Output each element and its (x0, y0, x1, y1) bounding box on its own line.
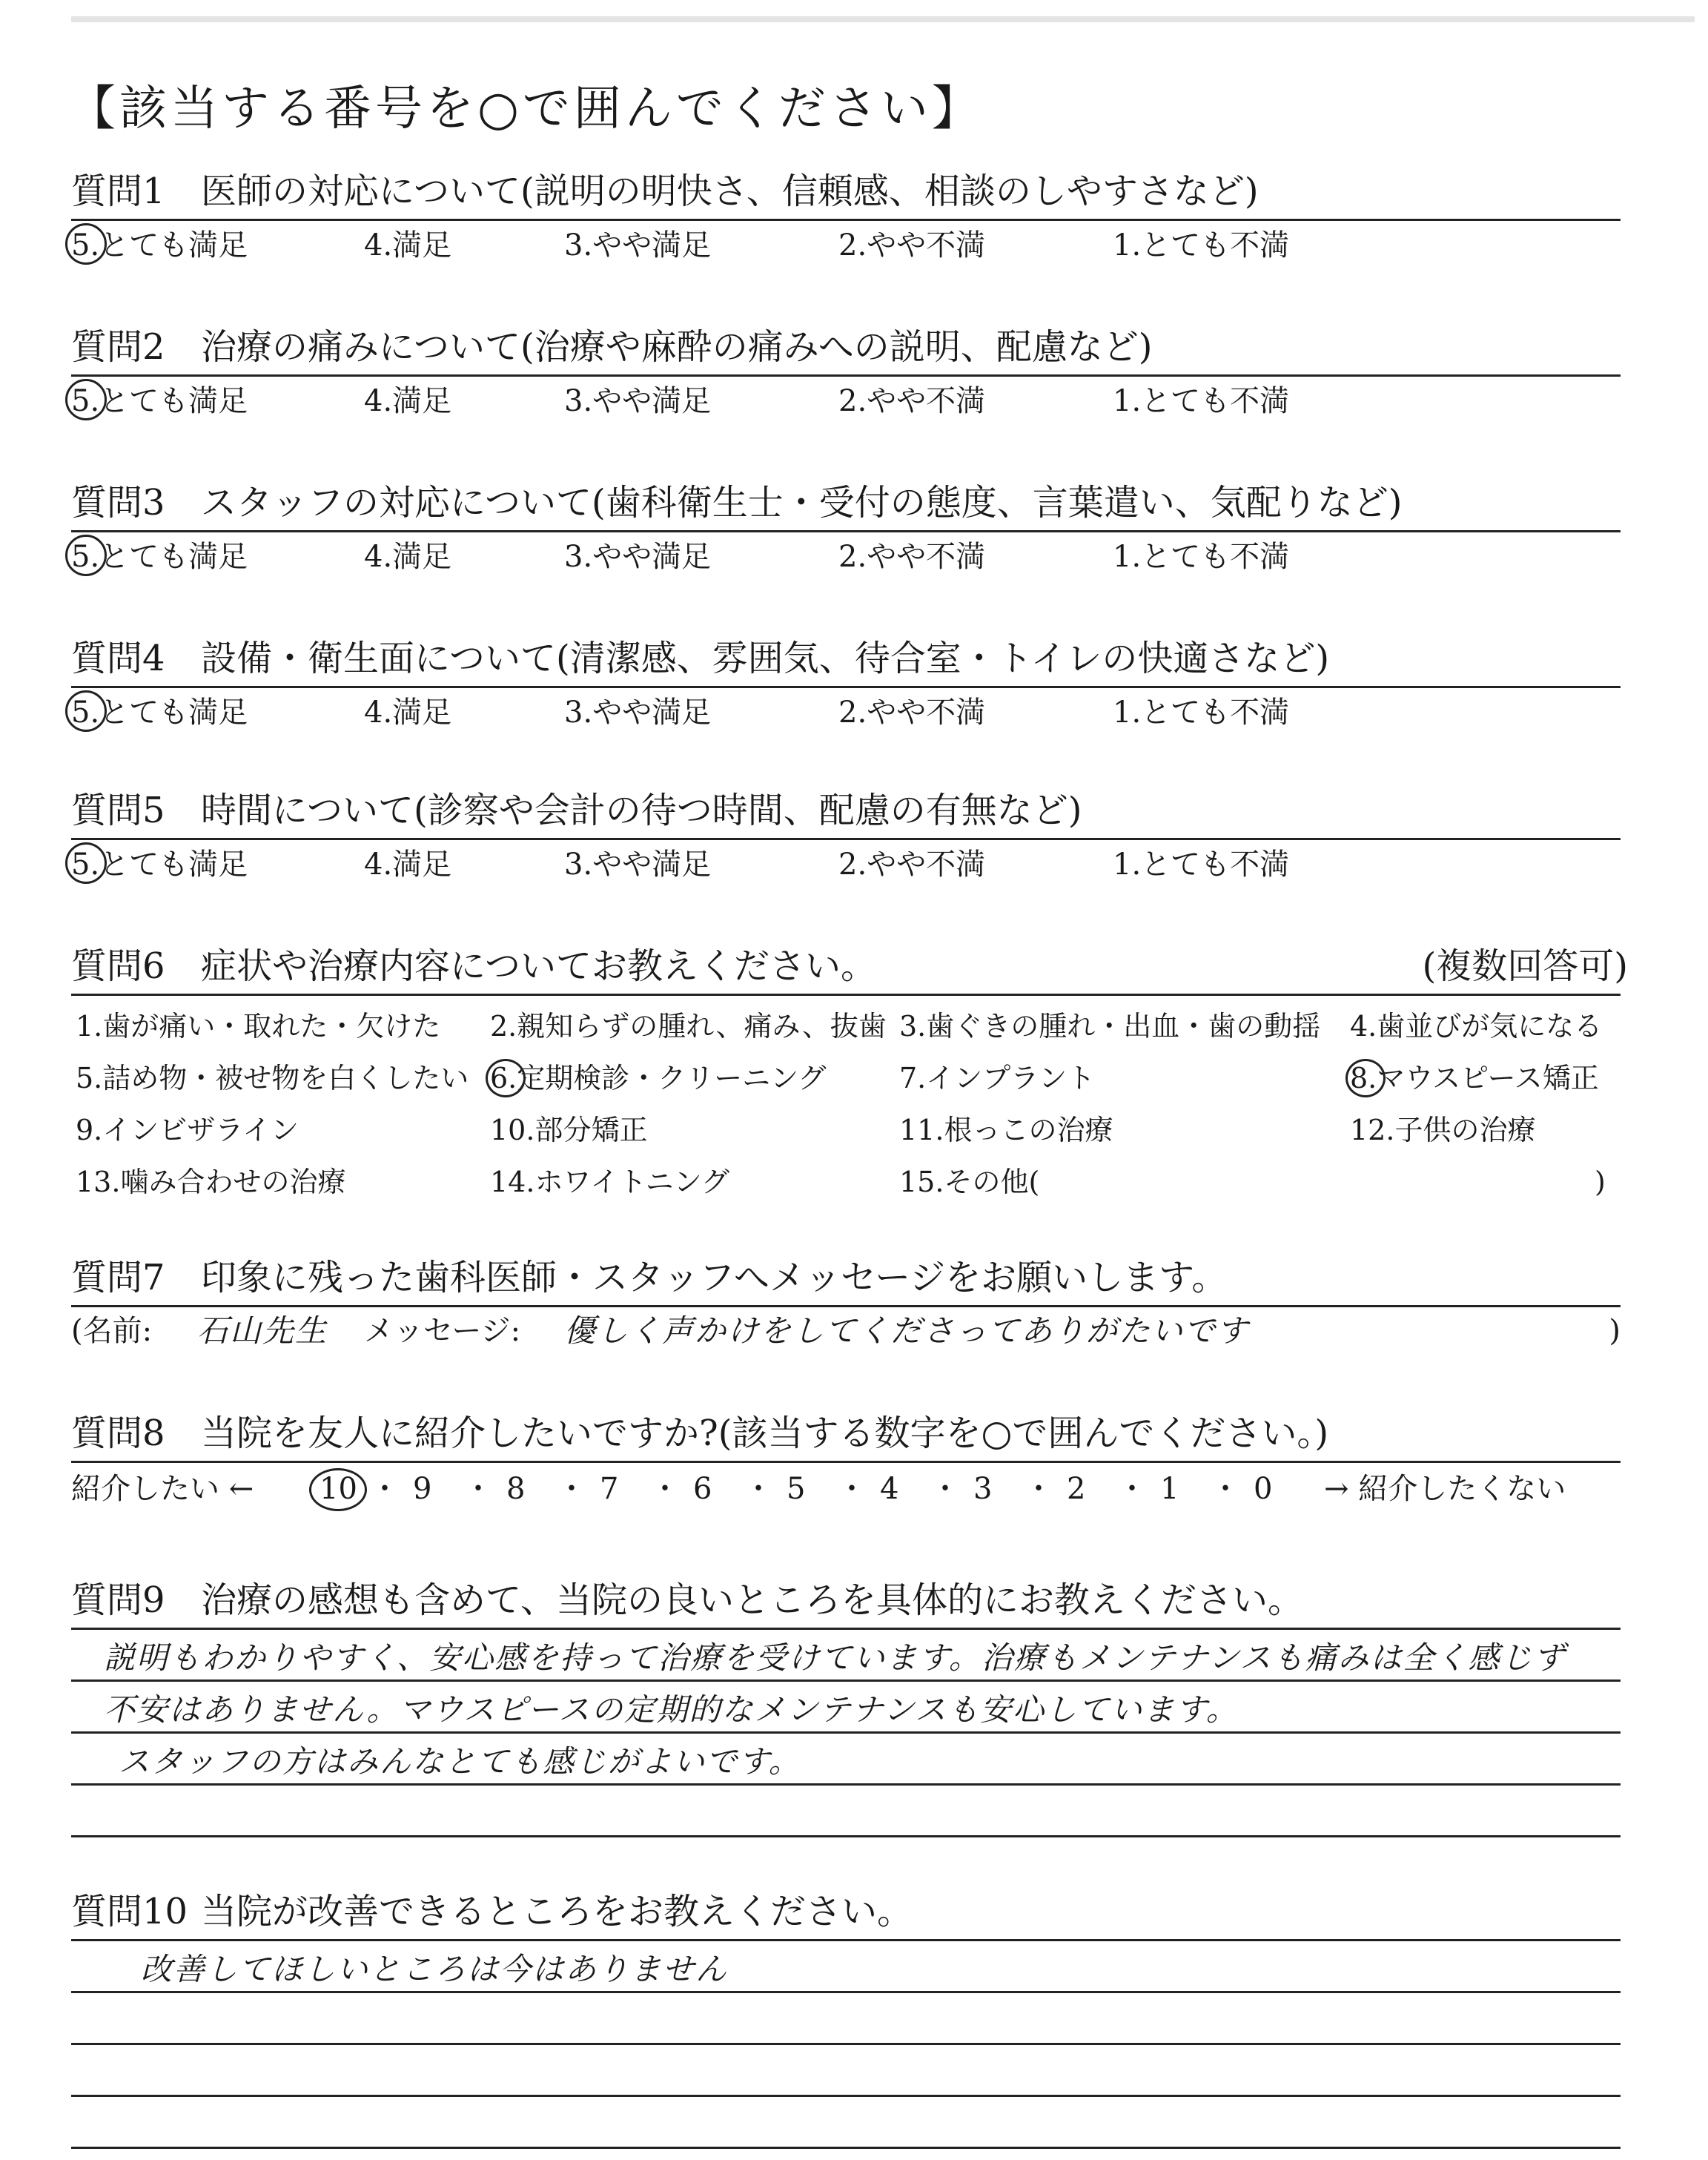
handwritten-answer-line: 改善してほしいところは今はありません (141, 1951, 729, 1987)
option-label: やや不満 (867, 540, 986, 574)
question-text: 時間について(診察や会計の待つ時間、配慮の有無など) (201, 790, 1082, 831)
close-paren: ) (1609, 1314, 1621, 1348)
answer-rule-line (71, 1628, 1621, 1630)
scale-dot: ・ (463, 1472, 493, 1506)
option-label: やや不満 (867, 384, 986, 418)
option-label: やや不満 (867, 848, 986, 882)
scale-dot: ・ (837, 1472, 867, 1506)
rule-line (71, 1461, 1621, 1463)
option-number: 15. (899, 1166, 944, 1198)
selected-circle-mark (65, 223, 107, 265)
rating-option[interactable] (838, 225, 985, 266)
option-label: やや満足 (592, 696, 712, 730)
rating-option[interactable] (71, 692, 248, 733)
symptom-option[interactable] (899, 1161, 1039, 1203)
option-number: 5. (71, 384, 100, 418)
scan-top-edge (71, 16, 1695, 22)
option-number: 1. (1113, 384, 1142, 418)
option-label: 定期検診・クリーニング (517, 1062, 827, 1094)
option-label: 歯ぐきの腫れ・出血・歯の動揺 (926, 1010, 1321, 1043)
rating-option[interactable] (1113, 225, 1289, 266)
option-label: 噛み合わせの治療 (120, 1166, 346, 1198)
option-label: 部分矯正 (534, 1114, 648, 1146)
option-number: 2. (838, 848, 867, 882)
question-9 (71, 1576, 1628, 1625)
question-text: 治療の感想も含めて、当院の良いところを具体的にお教えください。 (201, 1579, 1304, 1621)
question-3 (71, 478, 1628, 527)
option-label: 満足 (392, 384, 452, 418)
option-number: 5. (71, 696, 100, 730)
option-number: 1. (1113, 848, 1142, 882)
option-number: 11. (899, 1114, 944, 1146)
symptom-option[interactable] (899, 1005, 1320, 1047)
question-number: 質問4 (71, 638, 165, 679)
option-label: とても不満 (1141, 384, 1290, 418)
answer-rule-line (71, 2147, 1621, 2149)
rule-line (71, 1305, 1621, 1307)
question-number: 質問6 (71, 945, 165, 987)
option-label: 歯並びが気になる (1377, 1010, 1603, 1043)
option-number: 5. (71, 540, 100, 574)
scale-number: 2 (1067, 1472, 1086, 1506)
rating-option[interactable] (838, 536, 985, 578)
name-label: (名前: (71, 1314, 153, 1348)
option-label: やや満足 (592, 848, 712, 882)
scale-number: 10 (320, 1472, 357, 1506)
option-number: 2. (490, 1010, 517, 1043)
option-number: 3. (564, 540, 593, 574)
scale-dot: ・ (650, 1472, 680, 1506)
option-label: インプラント (926, 1062, 1096, 1094)
rating-option[interactable] (564, 844, 711, 885)
scale-dot: ・ (557, 1472, 586, 1506)
handwritten-answer-line: 不安はありません。マウスピースの定期的なメンテナンスも安心しています。 (104, 1691, 1239, 1728)
question-text: 症状や治療内容についてお教えください。 (201, 945, 877, 987)
recommend-right-label: → 紹介したくない (1324, 1472, 1566, 1506)
option-number: 9. (76, 1114, 103, 1146)
question-text: スタッフの対応について(歯科衛生士・受付の態度、言葉遣い、気配りなど) (201, 482, 1403, 524)
rating-option[interactable] (71, 225, 248, 266)
option-number: 3. (564, 848, 593, 882)
selected-circle-mark (65, 842, 107, 884)
symptom-option[interactable] (76, 1161, 345, 1203)
rating-option[interactable] (1113, 692, 1289, 733)
option-number: 4. (364, 540, 393, 574)
option-number: 2. (838, 384, 867, 418)
answer-rule-line (71, 2095, 1621, 2097)
option-number: 5. (71, 228, 100, 262)
name-handwritten: 石山先生 (197, 1312, 328, 1349)
option-number: 3. (564, 696, 593, 730)
option-number: 4. (364, 384, 393, 418)
option-number: 5. (76, 1062, 103, 1094)
rating-options (71, 844, 1628, 885)
option-number: 2. (838, 228, 867, 262)
option-label: やや不満 (867, 228, 986, 262)
scale-dot: ・ (744, 1472, 773, 1506)
scale-number: 0 (1254, 1472, 1273, 1506)
option-label: やや不満 (867, 696, 986, 730)
rating-option[interactable] (364, 536, 451, 578)
symptom-option[interactable] (76, 1109, 299, 1151)
rating-options (71, 380, 1628, 422)
option-label: やや満足 (592, 540, 712, 574)
option-number: 3. (564, 384, 593, 418)
recommend-scale (71, 1468, 1628, 1510)
option-number: 1. (76, 1010, 103, 1043)
scale-number: 7 (600, 1472, 619, 1506)
scale-number: 6 (693, 1472, 712, 1506)
option-label: 親知らずの腫れ、痛み、抜歯 (517, 1010, 887, 1043)
rule-line (71, 994, 1621, 996)
option-number: 4. (364, 228, 393, 262)
question-number: 質問3 (71, 482, 165, 524)
rating-option[interactable] (1113, 380, 1289, 422)
option-number: 13. (76, 1166, 121, 1198)
option-label: 詰め物・被せ物を白くしたい (102, 1062, 469, 1094)
rating-option[interactable] (364, 844, 451, 885)
option-label: 満足 (392, 696, 452, 730)
question-number: 質問9 (71, 1579, 165, 1621)
rule-line (71, 686, 1621, 688)
rule-line (71, 374, 1621, 377)
question-text: 医師の対応について(説明の明快さ、信頼感、相談のしやすさなど) (201, 171, 1259, 212)
option-number: 2. (838, 696, 867, 730)
option-label: 歯が痛い・取れた・欠けた (102, 1010, 441, 1043)
handwritten-answer-line: スタッフの方はみんなとても感じがよいです。 (119, 1743, 801, 1780)
rating-option[interactable] (364, 692, 451, 733)
rule-line (71, 838, 1621, 840)
question-text: 設備・衛生面について(清潔感、雰囲気、待合室・トイレの快適さなど) (201, 638, 1330, 679)
multiple-answer-note: (複数回答可) (1422, 945, 1628, 987)
option-label: ) (1595, 1166, 1606, 1198)
question-number: 質問8 (71, 1413, 165, 1454)
option-label: 子供の治療 (1394, 1114, 1536, 1146)
selected-circle-mark (65, 379, 107, 420)
option-label: ホワイトニング (534, 1166, 730, 1198)
option-label: とても不満 (1141, 540, 1290, 574)
option-label: とても満足 (99, 384, 248, 418)
rule-line (71, 530, 1621, 532)
message-label: メッセージ: (364, 1314, 521, 1348)
option-number: 1. (1113, 228, 1142, 262)
option-number: 4. (364, 696, 393, 730)
option-label: 満足 (392, 228, 452, 262)
option-number: 8. (1350, 1062, 1377, 1094)
selected-circle-mark (65, 535, 107, 576)
handwritten-answer-line: 説明もわかりやすく、安心感を持って治療を受けています。治療もメンテナンスも痛みは全く感じず (104, 1639, 1566, 1676)
rating-option[interactable] (1113, 536, 1289, 578)
rule-line (71, 219, 1621, 221)
scale-number: 5 (787, 1472, 806, 1506)
scale-number: 3 (973, 1472, 993, 1506)
option-label: 満足 (392, 540, 452, 574)
option-label: やや満足 (592, 384, 712, 418)
option-number: 3. (564, 228, 593, 262)
rating-option[interactable] (71, 536, 248, 578)
option-label: とても不満 (1141, 848, 1290, 882)
message-handwritten: 優しく声かけをしてくださってありがたいです (564, 1312, 1250, 1349)
question-4 (71, 634, 1628, 683)
question-text: 当院を友人に紹介したいですか?(該当する数字を○で囲んでください。) (201, 1413, 1329, 1454)
question-1 (71, 167, 1628, 216)
rating-option[interactable] (564, 692, 711, 733)
rating-option[interactable] (838, 380, 985, 422)
answer-rule-line (71, 1939, 1621, 1941)
option-label: 根っこの治療 (944, 1114, 1113, 1146)
option-number: 12. (1350, 1114, 1395, 1146)
option-number: 14. (490, 1166, 535, 1198)
rating-options (71, 225, 1628, 266)
symptom-option[interactable] (490, 1161, 729, 1203)
rating-options (71, 536, 1628, 578)
option-number: 1. (1113, 696, 1142, 730)
question-7 (71, 1253, 1628, 1302)
scale-dot: ・ (930, 1472, 960, 1506)
question-number: 質問10 (71, 1891, 188, 1932)
option-number: 4. (364, 848, 393, 882)
option-number: 10. (490, 1114, 535, 1146)
symptom-option[interactable] (1350, 1109, 1535, 1151)
rating-option[interactable] (364, 225, 451, 266)
question-text: 印象に残った歯科医師・スタッフへメッセージをお願いします。 (201, 1257, 1228, 1298)
symptom-options (71, 1005, 1628, 1221)
option-number: 1. (1113, 540, 1142, 574)
question-2 (71, 323, 1628, 371)
answer-rule-line (71, 1731, 1621, 1734)
option-label: その他( (944, 1166, 1040, 1198)
selected-circle-mark (486, 1059, 526, 1097)
question-6 (71, 942, 1628, 991)
symptom-option[interactable] (1350, 1057, 1599, 1099)
rating-option[interactable] (564, 536, 711, 578)
option-label: とても満足 (99, 228, 248, 262)
option-number: 4. (1350, 1010, 1377, 1043)
question-8 (71, 1409, 1628, 1458)
scale-number: 8 (506, 1472, 526, 1506)
selected-circle-mark (65, 690, 107, 732)
option-label: マウスピース矯正 (1377, 1062, 1599, 1094)
option-label: とても満足 (99, 540, 248, 574)
option-number: 2. (838, 540, 867, 574)
selected-circle-mark (1345, 1059, 1386, 1097)
scale-dot: ・ (1117, 1472, 1147, 1506)
answer-rule-line (71, 1835, 1621, 1837)
rating-option[interactable] (564, 225, 711, 266)
option-label: やや満足 (592, 228, 712, 262)
symptom-option[interactable] (899, 1057, 1095, 1099)
scale-number: 9 (413, 1472, 432, 1506)
message-line (71, 1309, 1628, 1353)
symptom-option[interactable] (76, 1005, 440, 1047)
answer-rule-line (71, 1680, 1621, 1682)
symptom-option[interactable] (76, 1057, 469, 1099)
answer-rule-line (71, 1991, 1621, 1993)
scale-number: 4 (880, 1472, 899, 1506)
symptom-option[interactable] (899, 1109, 1113, 1151)
question-text: 治療の痛みについて(治療や麻酔の痛みへの説明、配慮など) (201, 326, 1153, 368)
option-number: 7. (899, 1062, 927, 1094)
option-label: とても満足 (99, 848, 248, 882)
option-label: 満足 (392, 848, 452, 882)
answer-rule-line (71, 2043, 1621, 2045)
question-5 (71, 786, 1628, 835)
scale-number: 1 (1160, 1472, 1179, 1506)
rating-option[interactable] (838, 844, 985, 885)
symptom-option[interactable] (490, 1057, 827, 1099)
scale-dot: ・ (1024, 1472, 1053, 1506)
option-label: とても不満 (1141, 228, 1290, 262)
scale-dot: ・ (370, 1472, 400, 1506)
option-number: 3. (899, 1010, 927, 1043)
symptom-option[interactable] (1350, 1005, 1602, 1047)
question-10 (71, 1887, 1628, 1936)
option-number: 5. (71, 848, 100, 882)
question-number: 質問2 (71, 326, 165, 368)
rating-option[interactable] (364, 380, 451, 422)
question-number: 質問5 (71, 790, 165, 831)
option-number: 6. (490, 1062, 517, 1094)
other-close-paren (1595, 1161, 1606, 1203)
question-text: 当院が改善できるところをお教えください。 (201, 1891, 913, 1932)
symptom-option[interactable] (490, 1109, 647, 1151)
rating-option[interactable] (71, 844, 248, 885)
question-number: 質問7 (71, 1257, 165, 1298)
recommend-left-label: 紹介したい ← (71, 1472, 254, 1506)
symptom-option[interactable] (490, 1005, 887, 1047)
scale-dot: ・ (1211, 1472, 1240, 1506)
rating-option[interactable] (1113, 844, 1289, 885)
rating-options (71, 692, 1628, 733)
answer-rule-line (71, 1783, 1621, 1786)
option-label: とても不満 (1141, 696, 1290, 730)
rating-option[interactable] (71, 380, 248, 422)
option-label: インビザライン (102, 1114, 299, 1146)
question-number: 質問1 (71, 171, 165, 212)
rating-option[interactable] (838, 692, 985, 733)
rating-option[interactable] (564, 380, 711, 422)
instruction-header: 【該当する番号を○で囲んでください】 (68, 82, 983, 136)
option-label: とても満足 (99, 696, 248, 730)
